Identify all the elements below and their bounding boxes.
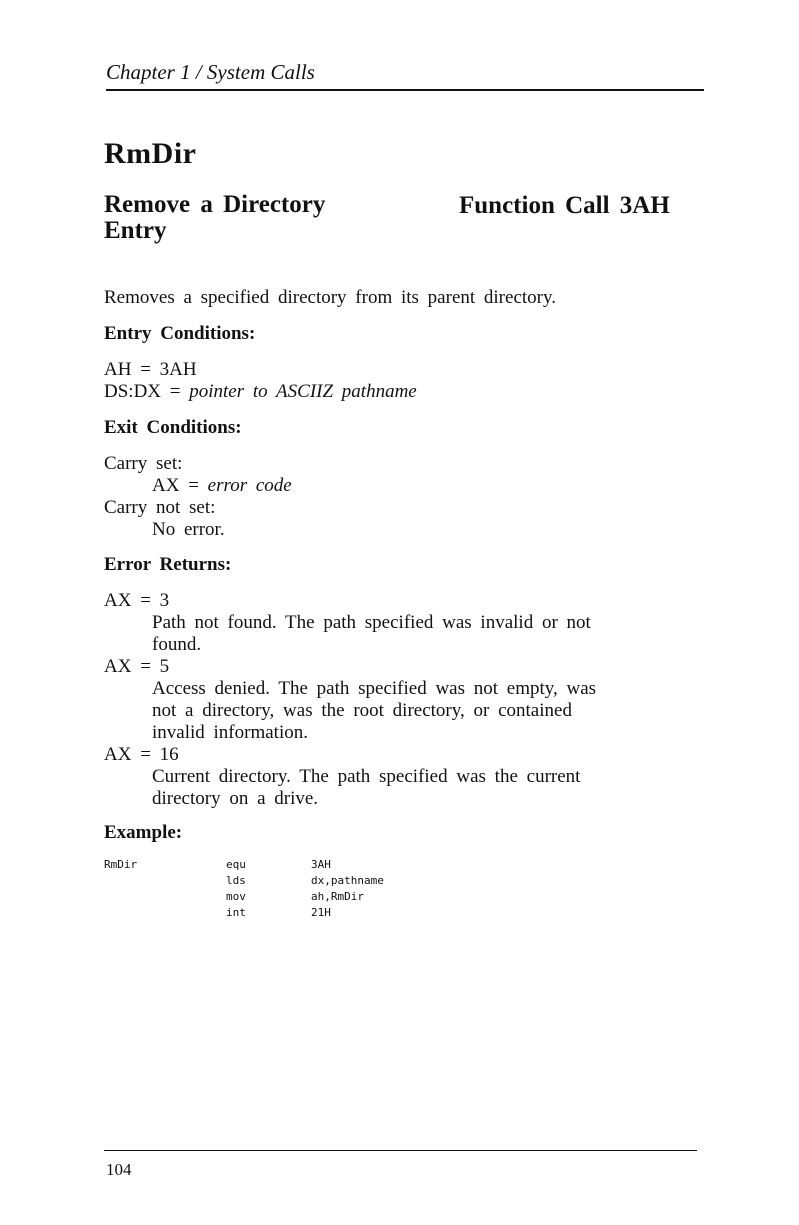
- error-returns: [104, 590, 701, 810]
- error-returns-heading: Error Returns:: [104, 554, 232, 575]
- carry-not-set-detail: No error.: [152, 519, 225, 540]
- header-rule: [106, 89, 704, 91]
- exit-conditions: [104, 453, 292, 541]
- page-title: RmDir: [104, 137, 197, 170]
- exit-conditions-heading: Exit Conditions:: [104, 417, 242, 438]
- code-line: int 21H: [226, 906, 331, 919]
- code-example: [104, 857, 434, 921]
- page-number: 104: [106, 1160, 132, 1179]
- carry-set-detail: AX = error code: [152, 475, 292, 496]
- code-line: mov ah,RmDir: [226, 890, 364, 903]
- example-heading: Example:: [104, 822, 183, 843]
- code-line: lds dx,pathname: [226, 874, 384, 887]
- code-line: RmDir equ 3AH: [104, 858, 331, 871]
- running-header: Chapter 1 / System Calls: [106, 60, 315, 84]
- error-code: AX = 16: [104, 744, 179, 765]
- entry-conditions: [104, 359, 417, 403]
- error-description: Access denied. The path specified was not empty, was not a directory, was the root directory, or contained invalid information.: [152, 678, 597, 743]
- subtitle-line-1: Remove a Directory: [104, 191, 326, 218]
- error-description: Current directory. The path specified was the current directory on a drive.: [152, 766, 581, 809]
- entry-conditions-heading: Entry Conditions:: [104, 323, 256, 344]
- error-description: Path not found. The path specified was invalid or not found.: [152, 612, 591, 655]
- entry-line: AH = 3AH: [104, 359, 197, 380]
- function-call-label: Function Call 3AH: [459, 192, 670, 219]
- entry-line: DS:DX = pointer to ASCIIZ pathname: [104, 381, 417, 402]
- carry-not-set-label: Carry not set:: [104, 497, 216, 518]
- description: Removes a specified directory from its parent directory.: [104, 287, 557, 308]
- subtitle-line-2: Entry: [104, 217, 167, 244]
- subtitle: [104, 192, 325, 244]
- footer-rule: [104, 1150, 697, 1151]
- error-code: AX = 5: [104, 656, 170, 677]
- error-code: AX = 3: [104, 590, 170, 611]
- carry-set-label: Carry set:: [104, 453, 183, 474]
